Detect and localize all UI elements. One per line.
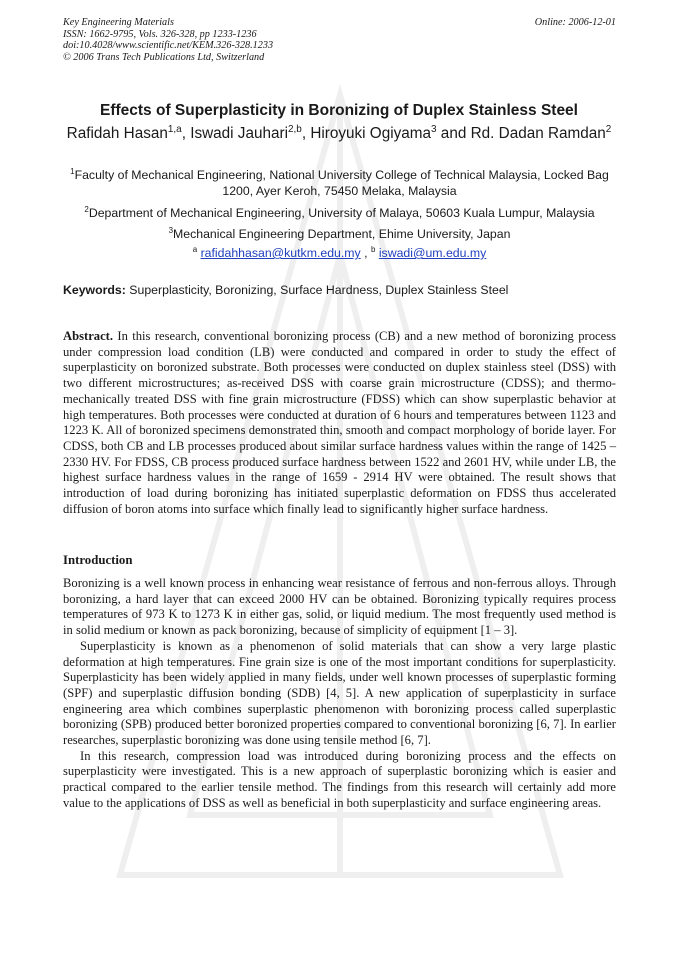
author-separator: , (181, 125, 191, 142)
author-affiliation-mark: 1,a (167, 123, 182, 135)
keywords (63, 283, 616, 297)
journal-header (63, 17, 616, 63)
affiliation-1 (63, 167, 616, 199)
affiliation-3 (63, 226, 616, 242)
author-affiliation-mark: 2 (605, 123, 612, 135)
journal-name: Key Engineering Materials (63, 17, 174, 28)
introduction-body (63, 576, 616, 812)
paragraph: In this research, compression load was introduced during boronizing process and the effects on superplasticity were investigated. This is a new approach of superplastic boronizing which is easier and practical compared to the earlier tensile method. The findings from this research will certainly add more value to the applications of DSS as well as beneficial in both superplasticity and surface engineering areas. (63, 748, 616, 810)
issn-line: ISSN: 1662-9795, Vols. 326-328, pp 1233-1236 (63, 28, 257, 40)
abstract-text: In this research, conventional boronizing process (CB) and a new method of boronizing process under compression load condition (LB) were conducted and compared in order to study the effect of superplasticity on boronized substrate. Both processes were conducted on duplex stainless steel (DSS) with two different microstructures; as-received DSS with coarse grain microstructure (CDSS); and thermo-mechanically treated DSS with fine grain microstructure (FDSS) which can show superplastic behavior at high temperatures. Both processes were conducted at duration of 6 hours and temperatures between 1123 and 1223 K. All of boronized specimens demonstrated thin, smooth and compact morphology of boride layer. For CDSS, both CB and LB processes produced about similar surface hardness values within the range of 1425 – 2330 HV. For FDSS, CB process produced surface hardness between 1522 and 2601 HV, while under LB, the highest surface hardness values in the range of 1659 - 2914 HV were obtained. The result shows that introduction of load during boronizing has initiated superplastic deformation on FDSS thus accelerated diffusion of boron atoms into surface which finally lead to significantly higher surface hardness. (63, 329, 616, 516)
affiliation-mark: 1 (70, 166, 75, 176)
author-emails (63, 246, 616, 260)
author-name: Rd. Dadan Ramdan (470, 125, 606, 142)
affiliation-2 (63, 205, 616, 221)
keywords-label: Keywords: (63, 283, 126, 297)
author-affiliation-mark: 3 (431, 123, 437, 135)
email-mark: b (370, 244, 376, 254)
author-name: Rafidah Hasan (66, 125, 168, 142)
affiliation-text: Faculty of Mechanical Engineering, National University College of Technical Malaysia, Locked Bag 1200, Ayer Keroh, 75450 Melaka, Malaysia (74, 168, 609, 198)
email-link-b[interactable]: iswadi@um.edu.my (378, 246, 487, 260)
author-separator: , (301, 125, 311, 142)
author-separator: and (436, 125, 471, 142)
abstract (63, 329, 616, 517)
paragraph: Superplasticity is known as a phenomenon of solid materials that can show a very large plastic deformation at high temperatures. Fine grain size is one of the most important conditions for superplasticity. Superplasticity has been widely applied in many fields, under well known processes of superplastic forming (SPF) and superplastic diffusion bonding (SDB) [4, 5]. A new application of superplasticity in surface engineering area which combines superplastic phenomenon with boronizing process called superplastic boronizing (SPB) produced better boronized properties compared to conventional boronizing [6, 7]. In earlier researches, superplastic boronizing was done using tensile method [6, 7]. (63, 638, 616, 748)
affiliation-text: Department of Mechanical Engineering, University of Malaya, 50603 Kuala Lumpur, Malaysia (88, 206, 595, 220)
introduction-heading: Introduction (63, 553, 133, 567)
doi-line: doi:10.4028/www.scientific.net/KEM.326-328.1233 (63, 40, 274, 52)
affiliation-text: Mechanical Engineering Department, Ehime University, Japan (173, 227, 511, 241)
affiliation-mark: 2 (84, 204, 89, 214)
abstract-label: Abstract. (63, 329, 114, 343)
author-name: Hiroyuki Ogiyama (310, 125, 432, 142)
online-date: Online: 2006-12-01 (534, 17, 616, 28)
paragraph: Boronizing is a well known process in enhancing wear resistance of ferrous and non-ferrous alloys. Through boronizing, a hard layer that can exceed 2000 HV can be obtained. Boronizing typically requires process temperatures of 973 K to 1273 K in either gas, solid, or liquid medium. The most frequently used method is in solid medium or known as pack boronizing, because of simplicity of equipment [1 – 3]. (63, 576, 616, 638)
author-list (40, 124, 638, 144)
author-name: Iswadi Jauhari (190, 125, 288, 142)
keywords-text: Superplasticity, Boronizing, Surface Hardness, Duplex Stainless Steel (125, 283, 509, 297)
author-affiliation-mark: 2,b (287, 123, 302, 135)
affiliation-mark: 3 (168, 225, 174, 235)
copyright-line: © 2006 Trans Tech Publications Ltd, Switzerland (63, 51, 265, 63)
email-separator: , (360, 246, 371, 260)
email-mark: a (192, 244, 198, 254)
paper-title: Effects of Superplasticity in Boronizing of Duplex Stainless Steel (99, 102, 578, 119)
email-link-a[interactable]: rafidahhasan@kutkm.edu.my (200, 246, 361, 260)
